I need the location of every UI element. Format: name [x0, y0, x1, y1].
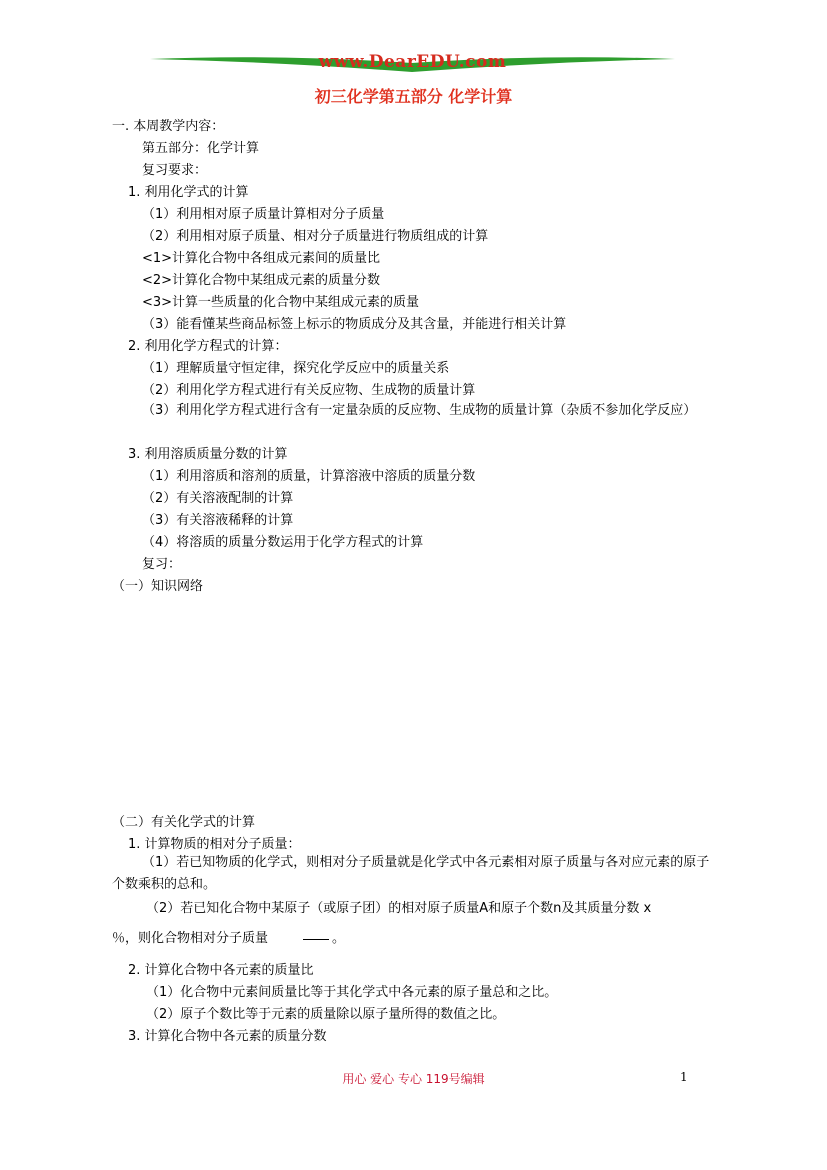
body-line: （1）化合物中元素间质量比等于其化学式中各元素的原子量总和之比。	[146, 985, 558, 1000]
body-line: 第五部分：化学计算	[142, 141, 260, 156]
body-line: （3）能看懂某些商品标签上标示的物质成分及其含量，并能进行相关计算	[142, 317, 567, 332]
body-line: （3）有关溶液稀释的计算	[142, 513, 294, 528]
body-paragraph: （1）若已知物质的化学式，则相对分子质量就是化学式中各元素相对原子质量与各对应元素的原子个数乘积的总和。	[112, 855, 710, 892]
section-heading: （一）知识网络	[112, 579, 204, 594]
body-line: （2）若已知化合物中某原子（或原子团）的相对原子质量A和原子个数n及其质量分数 x	[146, 901, 652, 916]
body-line: <3>计算一些质量的化合物中某组成元素的质量	[142, 295, 420, 310]
body-line: （2）原子个数比等于元素的质量除以原子量所得的数值之比。	[146, 1007, 506, 1022]
knowledge-network-figure-area	[120, 600, 700, 790]
body-line: <2>计算化合物中某组成元素的质量分数	[142, 273, 381, 288]
body-line: 1. 计算物质的相对分子质量：	[128, 837, 301, 852]
document-title: 初三化学第五部分 化学计算	[314, 87, 513, 106]
body-line: （2）利用化学方程式进行有关反应物、生成物的质量计算	[142, 383, 476, 398]
body-paragraph: （3）利用化学方程式进行含有一定量杂质的反应物、生成物的质量计算（杂质不参加化学反应）	[142, 403, 697, 418]
body-line: ％，则化合物相对分子质量	[112, 931, 269, 946]
body-line: （2）利用相对原子质量、相对分子质量进行物质组成的计算	[142, 229, 489, 244]
footer-slogan: 用心 爱心 专心 119号编辑	[342, 1072, 485, 1086]
body-line: 复习要求：	[142, 163, 208, 178]
body-line: 2. 计算化合物中各元素的质量比	[128, 963, 314, 978]
body-line: 。	[332, 931, 346, 946]
body-line: 2. 利用化学方程式的计算：	[128, 339, 288, 354]
body-line: 3. 利用溶质质量分数的计算	[128, 447, 288, 462]
body-line: （1）利用相对原子质量计算相对分子质量	[142, 207, 385, 222]
body-line: 3. 计算化合物中各元素的质量分数	[128, 1029, 327, 1044]
body-line: 复习：	[142, 557, 182, 572]
body-line: 1. 利用化学式的计算	[128, 185, 249, 200]
body-line: <1>计算化合物中各组成元素间的质量比	[142, 251, 381, 266]
body-line: （1）利用溶质和溶剂的质量，计算溶液中溶质的质量分数	[142, 469, 476, 484]
site-url[interactable]: www.DearEDU.com	[318, 52, 507, 72]
page-number: 1	[680, 1070, 688, 1084]
section-heading: （二）有关化学式的计算	[112, 815, 256, 830]
body-line: （1）理解质量守恒定律，探究化学反应中的质量关系	[142, 361, 450, 376]
body-line: （2）有关溶液配制的计算	[142, 491, 294, 506]
body-line: （4）将溶质的质量分数运用于化学方程式的计算	[142, 535, 424, 550]
section-heading: 一. 本周教学内容：	[112, 119, 225, 134]
formula-placeholder	[303, 939, 329, 940]
site-header	[150, 50, 675, 76]
